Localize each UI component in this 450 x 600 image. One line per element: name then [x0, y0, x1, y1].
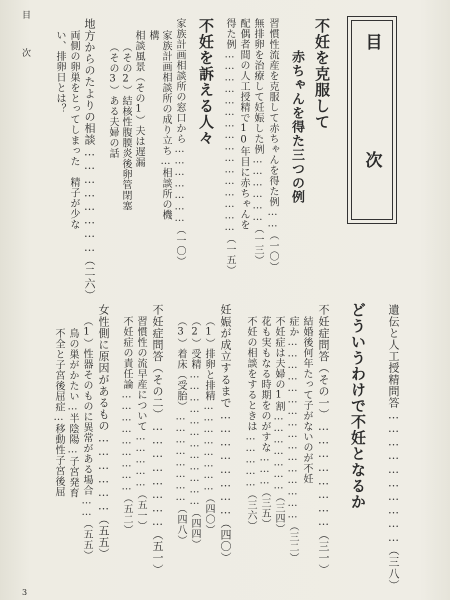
toc-entry: い、排卵日とは？ [54, 30, 65, 114]
toc-entry: 不妊の相談をするときは……………（三六） [245, 316, 256, 531]
page-number: 3 [22, 588, 28, 597]
toc-subheading: 赤ちゃんを得た三つの例 [289, 50, 304, 204]
toc-entry: （1）排卵と排精……………………（四〇） [203, 316, 214, 535]
toc-entry: 無排卵を治療して妊娠した例………………（一三） [252, 18, 263, 266]
toc-title-box [347, 16, 397, 224]
toc-heading: 妊娠が成立するまで……………………（四〇） [219, 304, 232, 564]
toc-entry: 相談風景（その1）夫は遅漏 [133, 30, 144, 168]
toc-heading: 不妊を克服して [313, 18, 331, 130]
toc-heading: 不妊症問答（その二）……………………（五一） [151, 304, 164, 576]
toc-entry: 不妊症は夫婦の1割…………………（三四） [273, 316, 284, 534]
toc-entry: （その3）ある夫婦の話 [107, 42, 118, 159]
toc-entry: 花も実もなる時期をのがすな………（三五） [259, 316, 270, 529]
toc-entry: 不妊症の責任論………………………（五二） [121, 316, 132, 535]
toc-entry: 家族計画相談所の窓口から…………………（一〇） [174, 18, 185, 267]
toc-heading: 不妊を訴える人々 [197, 18, 215, 146]
toc-heading: 遺伝と人工授精問答…………………………（三八） [387, 304, 400, 591]
toc-entry: （1）性器そのものに異常がある場合……（五五） [81, 316, 92, 561]
toc-heading: どういうわけで不妊となるか [349, 302, 367, 510]
toc-entry: （2）受精………………………………（四四） [189, 316, 200, 550]
toc-entry: 構 [147, 30, 158, 41]
toc-entry: 症か…………………………………………（三二） [287, 316, 298, 563]
toc-entry: 鳥の巣がかたい…半陰陽…子宮発育 [67, 328, 78, 498]
toc-entry: （3）着床（受胎）……………………（四八） [175, 316, 186, 546]
toc-entry: 配偶者間の人工授精で10年目に赤ちゃんを [238, 18, 249, 230]
toc-entry: 結婚後何年たって子がないのが不妊 [301, 316, 312, 484]
toc-heading: 地方からのたよりの相談……………………（二六） [83, 18, 96, 301]
toc-entry: （その2）結核性腹膜炎後卵管閉塞 [120, 42, 131, 211]
toc-heading: 不妊症問答（その一）……………………（三一） [317, 304, 330, 576]
toc-heading: 女性側に原因があるもの………………（五五） [97, 304, 110, 560]
running-head: 目 次 [20, 10, 30, 67]
toc-title: 目 次 [361, 33, 382, 210]
toc-entry: 家族計画相談所の成り立ち…相談所の機 [160, 30, 171, 220]
toc-entry: 不全と子宮後屈症…移動性子宮後屈 [53, 328, 64, 497]
toc-entry: 得た例…………………………………………（一五） [224, 18, 235, 276]
toc-entry: 習慣性の流早産について……………（五一） [135, 316, 146, 531]
toc-entry: 両側の卵巣をとってしまった 精子が少な [68, 30, 79, 230]
toc-entry: 習慣性流産を克服して赤ちゃんを得た例……（一〇） [267, 18, 278, 272]
